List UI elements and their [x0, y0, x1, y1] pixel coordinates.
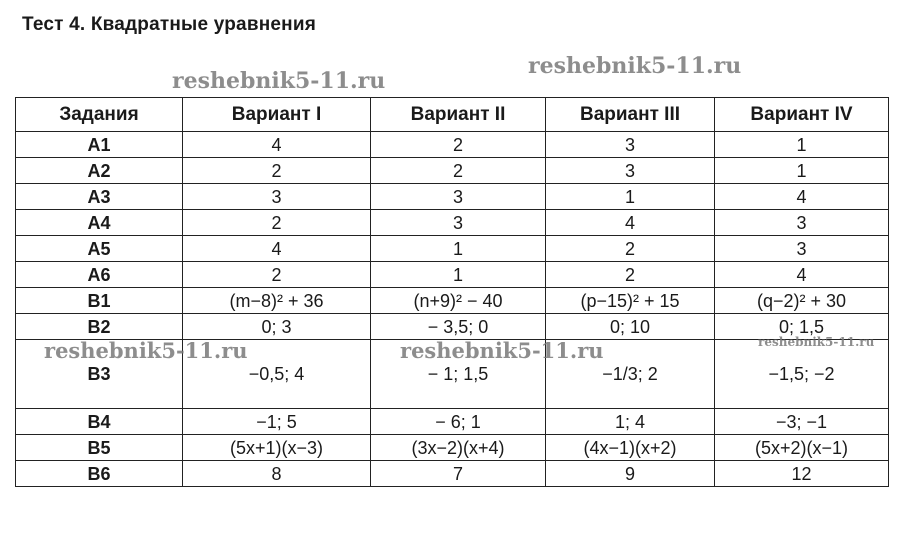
- watermark: reshebnik5-11.ru: [44, 338, 248, 363]
- header-cell-variant-4: Вариант IV: [715, 98, 889, 132]
- table-row: [16, 262, 889, 288]
- answer-cell: 1; 4: [546, 409, 715, 435]
- table-row: [16, 435, 889, 461]
- answer-cell: 1: [371, 262, 546, 288]
- page-title: Тест 4. Квадратные уравнения: [22, 14, 316, 35]
- task-cell: B3: [16, 340, 183, 409]
- answer-cell: 3: [546, 158, 715, 184]
- task-cell: A4: [16, 210, 183, 236]
- answer-cell: (m−8)² + 36: [183, 288, 371, 314]
- answer-cell: (3x−2)(x+4): [371, 435, 546, 461]
- table-row: [16, 210, 889, 236]
- watermark: reshebnik5-11.ru: [758, 335, 875, 349]
- table-row: [16, 461, 889, 487]
- answer-cell: −1/3; 2: [546, 340, 715, 409]
- answer-cell: 7: [371, 461, 546, 487]
- answer-cell: 3: [715, 236, 889, 262]
- header-row: [16, 98, 889, 132]
- task-cell: B1: [16, 288, 183, 314]
- table-row: [16, 132, 889, 158]
- task-cell: B6: [16, 461, 183, 487]
- answer-cell: 9: [546, 461, 715, 487]
- answer-cell: 0; 3: [183, 314, 371, 340]
- answer-cell: 2: [183, 158, 371, 184]
- table-row: [16, 288, 889, 314]
- answer-cell: 4: [183, 236, 371, 262]
- answer-cell: (n+9)² − 40: [371, 288, 546, 314]
- watermark: reshebnik5-11.ru: [528, 53, 742, 79]
- answer-cell: 3: [371, 210, 546, 236]
- answer-cell: 0; 10: [546, 314, 715, 340]
- answer-cell: 0; 1,5: [715, 314, 889, 340]
- answer-cell: 3: [715, 210, 889, 236]
- watermark: reshebnik5-11.ru: [172, 68, 386, 94]
- watermark: reshebnik5-11.ru: [400, 338, 604, 363]
- answer-cell: − 3,5; 0: [371, 314, 546, 340]
- header-cell-tasks: Задания: [16, 98, 183, 132]
- header-cell-variant-1: Вариант I: [183, 98, 371, 132]
- answer-cell: (5x+1)(x−3): [183, 435, 371, 461]
- answer-cell: 1: [715, 158, 889, 184]
- task-cell: A3: [16, 184, 183, 210]
- answer-cell: 1: [371, 236, 546, 262]
- answer-cell: 2: [183, 262, 371, 288]
- answer-cell: 1: [546, 184, 715, 210]
- table-row: [16, 409, 889, 435]
- task-cell: A5: [16, 236, 183, 262]
- answer-cell: 2: [546, 262, 715, 288]
- header-cell-variant-2: Вариант II: [371, 98, 546, 132]
- task-cell: B2: [16, 314, 183, 340]
- answers-table: [15, 97, 889, 487]
- table-row: [16, 314, 889, 340]
- task-cell: B4: [16, 409, 183, 435]
- table-row: [16, 184, 889, 210]
- task-cell: B5: [16, 435, 183, 461]
- answer-cell: 3: [183, 184, 371, 210]
- answer-cell: 3: [371, 184, 546, 210]
- answer-cell: 4: [715, 184, 889, 210]
- table-row: [16, 340, 889, 409]
- answer-cell: 2: [371, 158, 546, 184]
- answer-cell: −3; −1: [715, 409, 889, 435]
- answer-cell: −0,5; 4: [183, 340, 371, 409]
- answer-cell: 2: [183, 210, 371, 236]
- answer-cell: 4: [546, 210, 715, 236]
- answer-cell: 4: [183, 132, 371, 158]
- table-row: [16, 236, 889, 262]
- answer-cell: 2: [371, 132, 546, 158]
- header-cell-variant-3: Вариант III: [546, 98, 715, 132]
- task-cell: A2: [16, 158, 183, 184]
- answer-cell: −1; 5: [183, 409, 371, 435]
- answer-cell: − 6; 1: [371, 409, 546, 435]
- answer-cell: −1,5; −2: [715, 340, 889, 409]
- answer-cell: 12: [715, 461, 889, 487]
- answer-cell: (p−15)² + 15: [546, 288, 715, 314]
- answer-cell: 8: [183, 461, 371, 487]
- answer-cell: − 1; 1,5: [371, 340, 546, 409]
- answer-cell: (4x−1)(x+2): [546, 435, 715, 461]
- task-cell: A1: [16, 132, 183, 158]
- answer-cell: 2: [546, 236, 715, 262]
- answer-cell: 1: [715, 132, 889, 158]
- answer-cell: 4: [715, 262, 889, 288]
- answer-cell: 3: [546, 132, 715, 158]
- task-cell: A6: [16, 262, 183, 288]
- answer-cell: (q−2)² + 30: [715, 288, 889, 314]
- answer-cell: (5x+2)(x−1): [715, 435, 889, 461]
- table-row: [16, 158, 889, 184]
